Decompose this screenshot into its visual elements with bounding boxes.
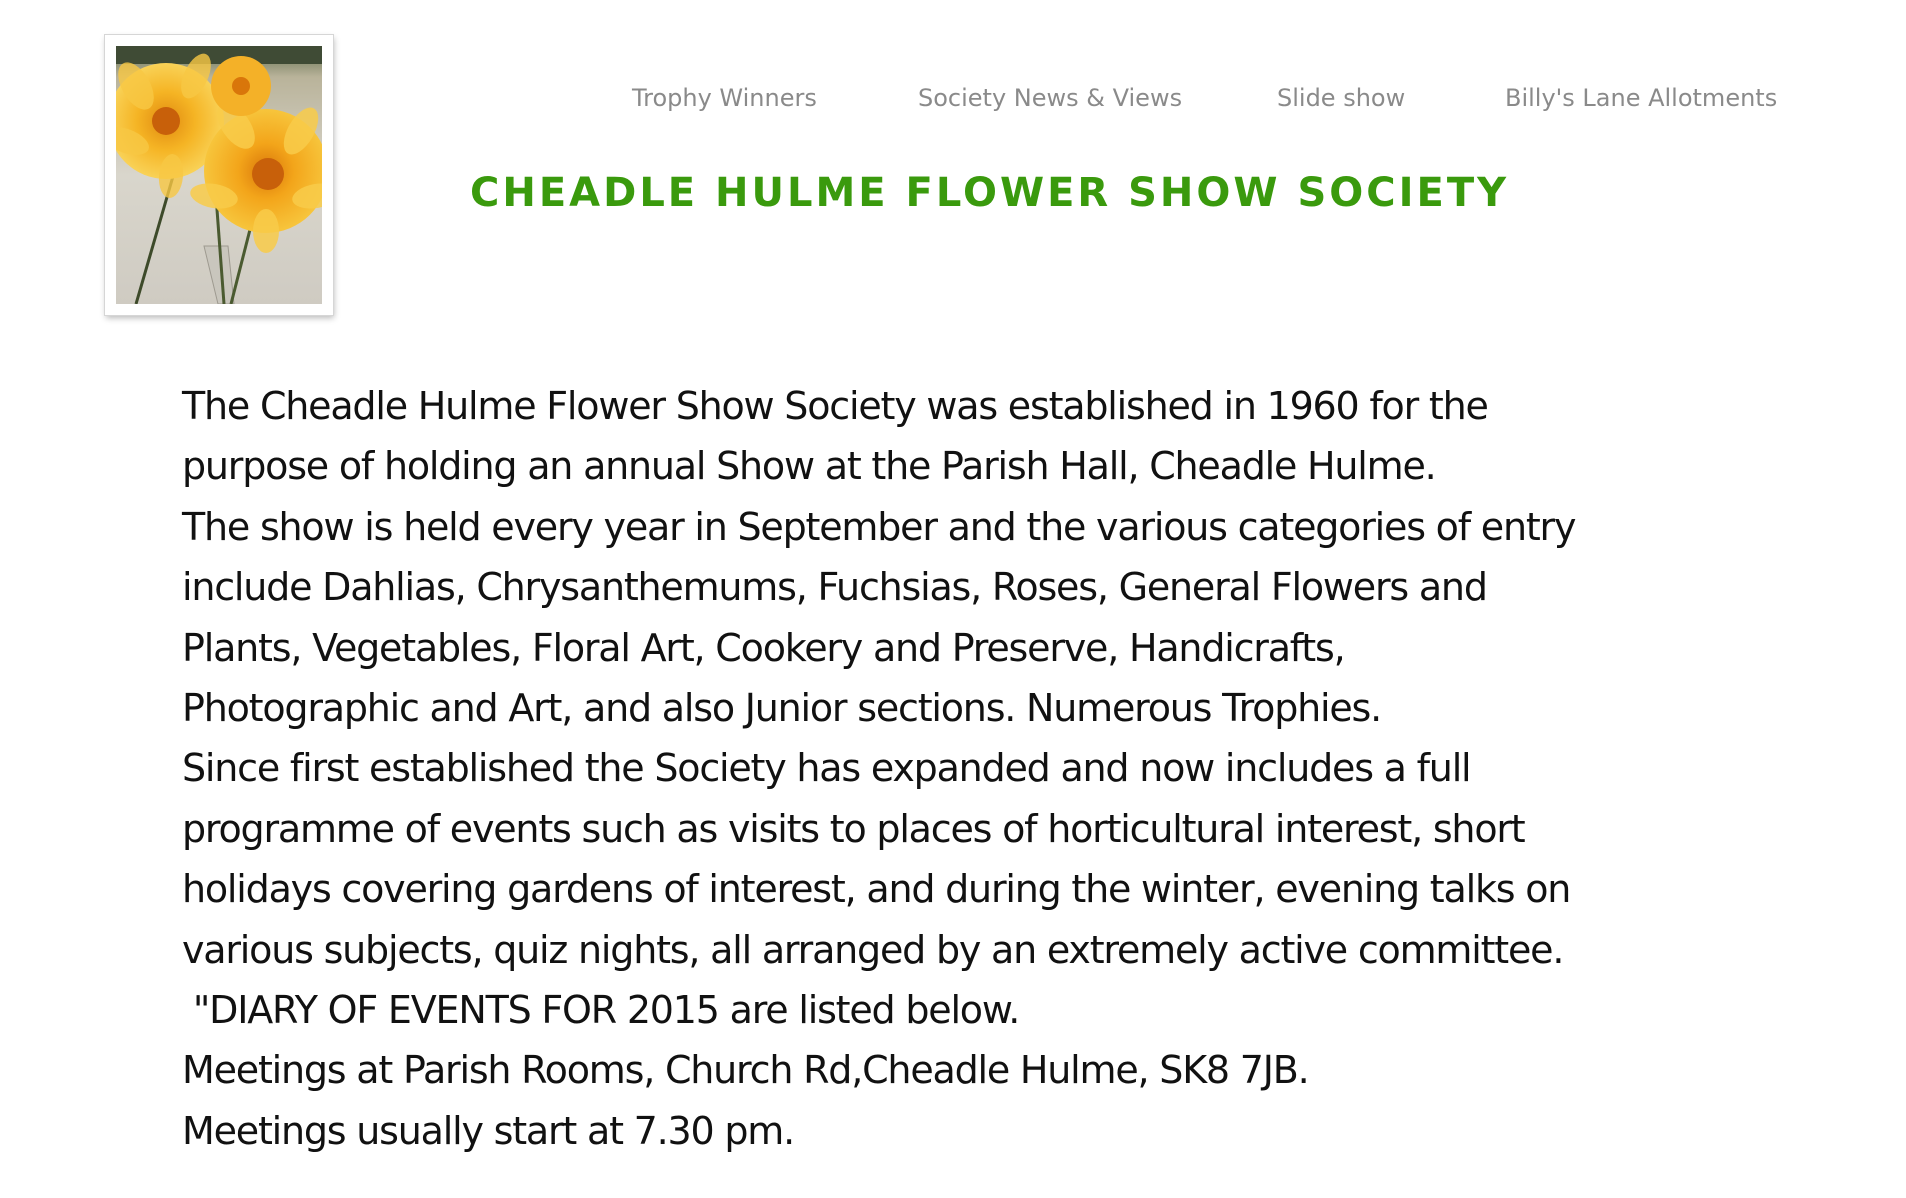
intro-line: various subjects, quiz nights, all arranged by an extremely active committee. [182, 927, 1564, 972]
intro-line: holidays covering gardens of interest, and during the winter, evening talks on [182, 867, 1571, 912]
nav-billys-lane-allotments[interactable]: Billy's Lane Allotments [1505, 84, 1778, 112]
diary-heading: "DIARY OF EVENTS FOR 2015 are listed below. [182, 988, 1020, 1033]
intro-line: purpose of holding an annual Show at the Parish Hall, Cheadle Hulme. [182, 444, 1436, 489]
meeting-time: Meetings usually start at 7.30 pm. [182, 1108, 794, 1153]
logo-frame[interactable] [105, 35, 333, 315]
nav-society-news-views[interactable]: Society News & Views [918, 84, 1183, 112]
nav-slide-show[interactable]: Slide show [1277, 84, 1406, 112]
intro-line: include Dahlias, Chrysanthemums, Fuchsias, Roses, General Flowers and [182, 565, 1487, 610]
intro-line: Photographic and Art, and also Junior sections. Numerous Trophies. [182, 686, 1382, 731]
main-nav [0, 80, 1906, 116]
intro-line: Plants, Vegetables, Floral Art, Cookery and Preserve, Handicrafts, [182, 625, 1345, 670]
intro-line: The show is held every year in September and the various categories of entry [182, 504, 1576, 549]
intro-line: Since first established the Society has expanded and now includes a full [182, 746, 1471, 791]
meeting-location: Meetings at Parish Rooms, Church Rd,Cheadle Hulme, SK8 7JB. [182, 1048, 1309, 1093]
intro-text [182, 376, 1742, 1161]
intro-line: The Cheadle Hulme Flower Show Society was established in 1960 for the [182, 384, 1488, 428]
site-title: CHEADLE HULME FLOWER SHOW SOCIETY [470, 169, 1510, 216]
intro-line: programme of events such as visits to places of horticultural interest, short [182, 806, 1525, 851]
nav-trophy-winners[interactable]: Trophy Winners [632, 84, 817, 112]
